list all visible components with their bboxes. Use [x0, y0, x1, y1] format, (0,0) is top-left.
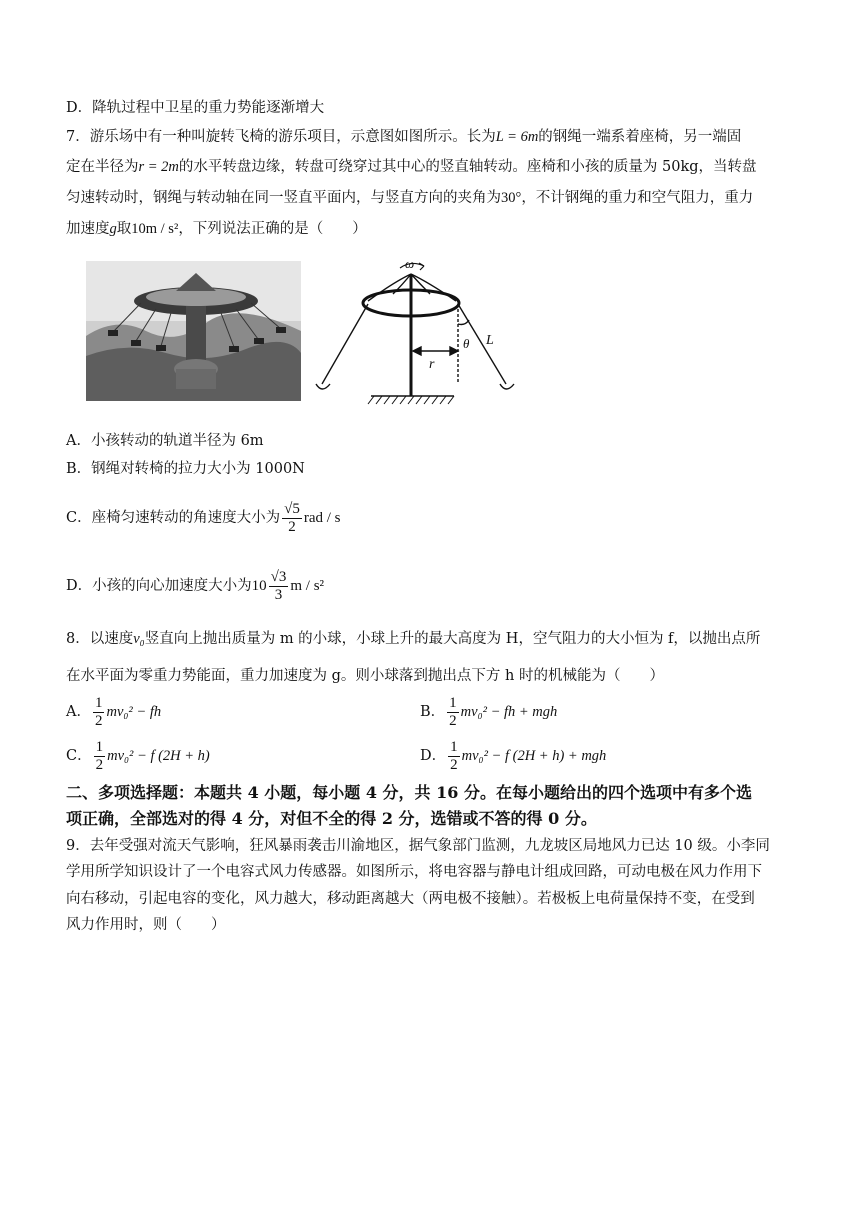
q9-stem-line3: 向右移动，引起电容的变化，风力越大，移动距离越大（两电极不接触）。若极板上电荷量保持不变，在受到	[66, 891, 755, 907]
omega-label: ω	[405, 256, 415, 271]
q8-option-d[interactable]: D． $\frac{1}{2}$ mv₀² − f (2H + h) + mgh	[420, 738, 607, 773]
q7-length-value: L = 6m	[495, 129, 539, 145]
q8-option-a[interactable]: A． $\frac{1}{2}$ mv₀² − fh	[66, 694, 162, 729]
q8-stem-line2: 在水平面为零重力势能面，重力加速度为 g。则小球落到抛出点下方 h 时的机械能为（ ）	[66, 668, 664, 684]
q7-stem-line1: 7．游乐场中有一种叫旋转飞椅的游乐项目，示意图如图所示。长为L = 6m的钢绳一端系着座椅，另一端固	[66, 129, 742, 145]
swing-ride-schematic	[308, 256, 528, 408]
q7-option-c[interactable]: C．座椅匀速转动的角速度大小为 $\frac{√5}{2}$ rad / s	[66, 500, 341, 535]
q7-option-d[interactable]: D．小孩的向心加速度大小为10 $\frac{√3}{3}$ m / s²	[66, 568, 325, 603]
swing-ride-photo	[86, 261, 301, 401]
swing-ride-photo-drawing	[86, 261, 301, 401]
q8-stem-line1: 8．以速度v₀竖直向上抛出质量为 m 的小球，小球上升的最大高度为 H，空气阻力的大小恒为 f，以抛出点所	[66, 631, 761, 647]
section2-heading-line1: 二、多项选择题：本题共 4 小题，每小题 4 分，共 16 分。在每小题给出的四个选项中有多个选	[66, 783, 752, 802]
q8-option-b[interactable]: B． $\frac{1}{2}$ mv₀² − fh + mgh	[420, 694, 558, 729]
q7-option-c-fraction: $\frac{√5}{2}$	[284, 500, 300, 535]
q7-stem-line2: 定在半径为r = 2m的水平转盘边缘，转盘可绕穿过其中心的竖直轴转动。座椅和小孩的质量为 50kg，当转盘	[66, 159, 757, 175]
q9-stem-line2: 学用所学知识设计了一个电容式风力传感器。如图所示，将电容器与静电计组成回路，可动电极在风力作用下	[66, 864, 762, 880]
theta-label: θ	[463, 336, 470, 351]
q8-option-c[interactable]: C． $\frac{1}{2}$ mv₀² − f (2H + h)	[66, 738, 210, 773]
L-label: L	[486, 333, 494, 348]
q7-gravity-value: 10m / s²	[131, 221, 179, 237]
q7-stem-line4: 加速度g取10m / s²，下列说法正确的是（ ）	[66, 221, 367, 237]
q7-angle-value: 30°	[501, 190, 522, 206]
r-label: r	[429, 357, 435, 372]
section2-heading-line2: 项正确，全部选对的得 4 分，对但不全的得 2 分，选错或不答的得 0 分。	[66, 809, 597, 828]
q9-stem-line1: 9．去年受强对流天气影响，狂风暴雨袭击川渝地区，据气象部门监测，九龙坡区局地风力已达 10 级。小李同	[66, 838, 770, 854]
q7-option-b[interactable]: B．钢绳对转椅的拉力大小为 1000N	[66, 461, 305, 477]
q7-radius-value: r = 2m	[138, 159, 179, 175]
q7-option-a[interactable]: A．小孩转动的轨道半径为 6m	[66, 433, 264, 449]
q7-stem-line3: 匀速转动时，钢绳与转动轴在同一竖直平面内，与竖直方向的夹角为30°，不计钢绳的重力和空气阻力，重力	[66, 190, 754, 206]
q9-stem-line4: 风力作用时，则（ ）	[66, 917, 226, 933]
q7-option-d-fraction: $\frac{√3}{3}$	[270, 568, 287, 603]
q6-option-d[interactable]: D．降轨过程中卫星的重力势能逐渐增大	[66, 100, 325, 116]
